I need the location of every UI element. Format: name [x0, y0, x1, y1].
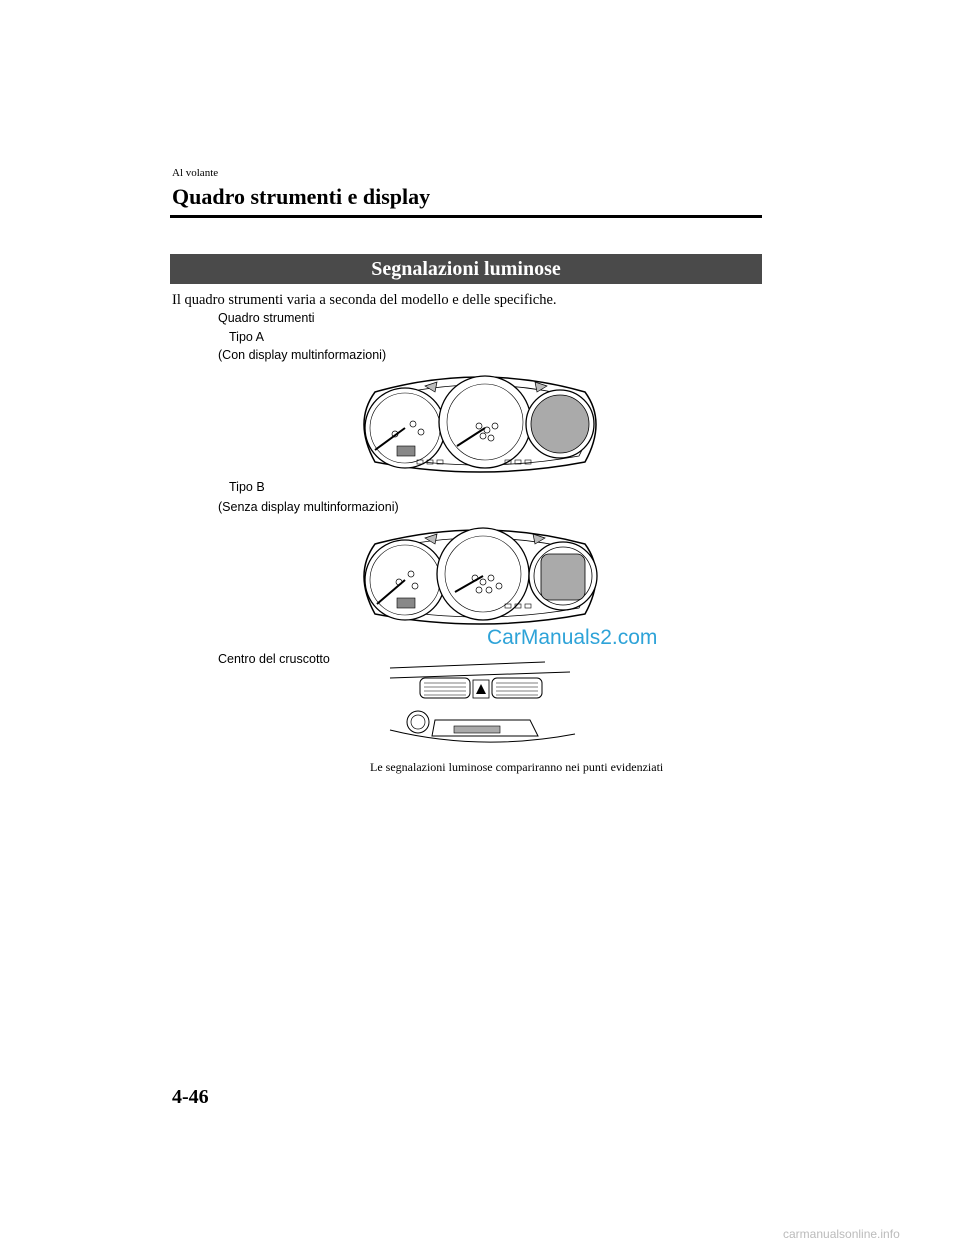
cluster-a-illustration — [355, 368, 605, 476]
label-type-b-note: (Senza display multinformazioni) — [218, 500, 399, 514]
section-banner: Segnalazioni luminose — [170, 254, 762, 284]
intro-paragraph: Il quadro strumenti varia a seconda del modello e delle specifiche. — [172, 292, 557, 308]
footer-watermark: carmanualsonline.info — [783, 1227, 900, 1241]
page-number: 4-46 — [172, 1086, 209, 1108]
label-type-b: Tipo B — [229, 480, 265, 494]
label-type-a-note: (Con display multinformazioni) — [218, 348, 387, 362]
chapter-title: Quadro strumenti e display — [172, 184, 431, 209]
section-label: Al volante — [172, 167, 219, 179]
title-rule — [170, 215, 762, 218]
label-type-a: Tipo A — [229, 330, 264, 344]
figure-caption: Le segnalazioni luminose compariranno nei punti evidenziati — [370, 760, 664, 774]
center-dash-illustration — [380, 662, 580, 757]
watermark: CarManuals2.com — [487, 626, 658, 649]
label-cluster: Quadro strumenti — [218, 311, 315, 325]
label-center: Centro del cruscotto — [218, 652, 330, 666]
cluster-b-illustration — [355, 522, 605, 628]
